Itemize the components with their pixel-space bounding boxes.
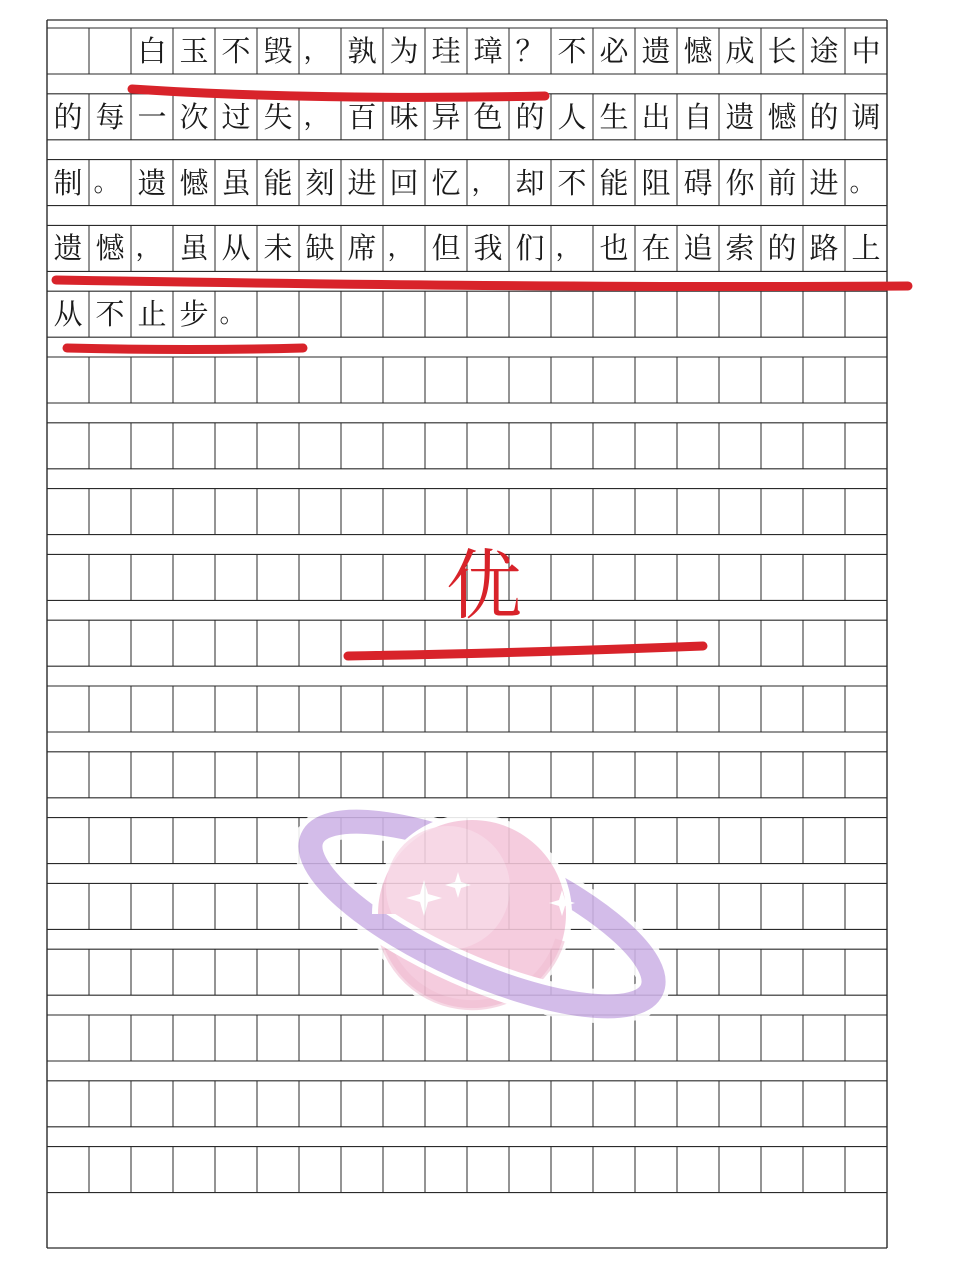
essay-char: 们 (515, 231, 545, 266)
essay-char: 璋 (473, 34, 503, 68)
essay-char: 色 (473, 99, 503, 134)
essay-char: 步 (179, 297, 209, 332)
essay-char: 进 (347, 165, 377, 200)
essay-char: ， (303, 36, 330, 66)
essay-char: 上 (851, 231, 881, 266)
essay-char: 能 (599, 165, 629, 200)
essay-char: 。 (219, 299, 246, 330)
essay-char: 失 (263, 99, 293, 134)
essay-char: 珪 (431, 34, 461, 68)
essay-char: 我 (473, 231, 503, 266)
essay-char: 毁 (263, 34, 293, 68)
essay-char: 的 (53, 99, 83, 134)
essay-char: 不 (95, 297, 125, 332)
essay-char: 能 (263, 165, 293, 200)
essay-char: 从 (221, 231, 251, 266)
essay-char: 过 (221, 99, 251, 134)
essay-char: 必 (599, 34, 629, 68)
essay-char: 刻 (305, 165, 335, 200)
essay-char: ， (387, 233, 414, 264)
essay-char: 遗 (53, 231, 83, 266)
essay-char: 不 (557, 165, 587, 200)
essay-char: 憾 (683, 34, 713, 68)
essay-char: 未 (263, 231, 293, 266)
essay-char: 索 (725, 231, 755, 266)
essay-char: 遗 (725, 99, 755, 134)
essay-char: 路 (809, 231, 839, 266)
essay-char: 遗 (137, 165, 167, 200)
essay-char: 回 (389, 165, 419, 200)
essay-char: 次 (179, 99, 209, 134)
essay-char: 从 (53, 297, 83, 332)
essay-char: 成 (725, 34, 755, 68)
essay-char: 自 (683, 99, 713, 134)
essay-char: 憾 (767, 99, 797, 134)
essay-char: 碍 (683, 165, 713, 200)
essay-char: 也 (599, 231, 629, 266)
essay-char: 白 (137, 34, 167, 68)
essay-char: ， (303, 101, 330, 132)
essay-char: ， (135, 233, 162, 264)
essay-char: 途 (809, 34, 839, 68)
essay-char: 遗 (641, 34, 671, 68)
essay-char: 憾 (95, 231, 125, 266)
essay-char: 百 (347, 99, 377, 134)
essay-char: 的 (515, 99, 545, 134)
essay-char: 每 (95, 99, 125, 134)
essay-char: 一 (137, 99, 167, 134)
essay-char: 追 (683, 231, 713, 266)
essay-char: ， (471, 167, 498, 198)
essay-char: 味 (389, 99, 419, 134)
essay-char: 异 (431, 99, 461, 134)
essay-char: 你 (725, 165, 755, 200)
essay-char: 在 (641, 231, 671, 266)
essay-char: 不 (221, 34, 251, 68)
essay-char: 却 (515, 165, 545, 200)
grade-mark: 优 (446, 541, 522, 630)
essay-char: 的 (809, 99, 839, 134)
essay-char: 阻 (641, 165, 671, 200)
essay-char: 人 (557, 99, 587, 134)
essay-char: 孰 (347, 34, 377, 68)
essay-char: 进 (809, 165, 839, 200)
essay-char: 制 (53, 165, 83, 200)
essay-char: 不 (557, 34, 587, 68)
essay-char: 席 (347, 231, 377, 266)
essay-char: 生 (599, 99, 629, 134)
essay-char: 。 (849, 167, 876, 198)
essay-char: 缺 (305, 231, 335, 266)
essay-char: 憾 (179, 165, 209, 200)
essay-char: ？ (515, 34, 545, 68)
essay-char: 玉 (179, 34, 209, 68)
essay-char: ， (555, 233, 582, 264)
essay-char: 长 (767, 34, 797, 68)
essay-char: 出 (641, 99, 671, 134)
essay-char: 止 (137, 297, 167, 332)
essay-char: 虽 (221, 165, 251, 200)
essay-char: 调 (851, 99, 881, 134)
essay-char: 忆 (431, 165, 461, 200)
essay-char: 为 (389, 34, 419, 68)
essay-char: 虽 (179, 231, 209, 266)
essay-char: 中 (851, 34, 881, 68)
essay-char: 。 (93, 167, 120, 198)
essay-char: 前 (767, 165, 797, 200)
essay-char: 的 (767, 231, 797, 266)
essay-char: 但 (431, 231, 461, 266)
